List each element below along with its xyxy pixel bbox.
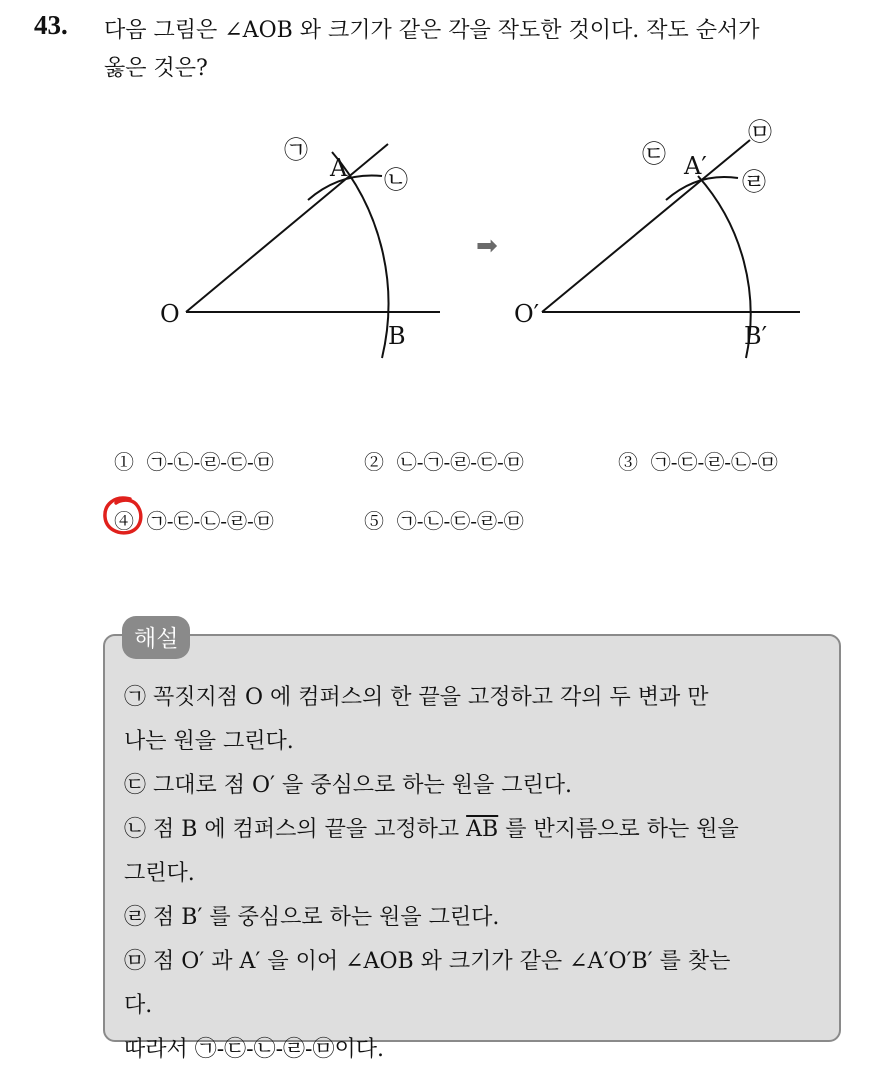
segment-ab: $\overline{AB}$ (466, 817, 499, 842)
option-4-number: ④ (114, 509, 134, 533)
explanation-line-5: 그린다. (124, 861, 195, 886)
explanation-line-4 (124, 808, 824, 852)
question-line-1: 다음 그림은 ∠AOB 와 크기가 같은 각을 작도한 것이다. 작도 순서가 (104, 18, 760, 43)
option-1-text: ㉠-㉡-㉣-㉢-㉤ (146, 450, 274, 474)
option-2[interactable] (364, 446, 524, 475)
label-b: B (388, 322, 406, 350)
question-line-2: 옳은 것은? (104, 56, 208, 81)
label-step-e: ㉤ (748, 118, 772, 146)
question-text (104, 12, 864, 88)
explanation-line-4b: 를 반지름으로 하는 원을 (498, 817, 739, 842)
label-step-b: ㉡ (384, 166, 408, 194)
right-arc-large (698, 176, 751, 358)
label-a-prime: A′ (684, 152, 707, 180)
label-b-prime: B′ (744, 322, 768, 350)
option-2-text: ㉡-㉠-㉣-㉢-㉤ (396, 450, 524, 474)
option-3-number: ③ (618, 450, 638, 474)
label-o: O (160, 300, 180, 328)
question-number: 43. (34, 10, 68, 40)
left-ray-oa (186, 144, 388, 312)
option-5[interactable] (364, 505, 524, 534)
option-1[interactable] (114, 446, 274, 475)
label-a: A (330, 154, 348, 182)
explanation-line-1: ㉠ 꼭짓지점 O 에 컴퍼스의 한 끝을 고정하고 각의 두 변과 만 (124, 685, 709, 710)
explanation-line-2: 나는 원을 그린다. (124, 729, 294, 754)
right-arc-small (666, 177, 738, 200)
explanation-line-9: 따라서 ㉠-㉢-㉡-㉣-㉤이다. (124, 1037, 384, 1062)
explanation-line-8: 다. (124, 993, 153, 1018)
option-4-text: ㉠-㉢-㉡-㉣-㉤ (146, 509, 274, 533)
option-5-text: ㉠-㉡-㉢-㉣-㉤ (396, 509, 524, 533)
explanation-line-4a: ㉡ 점 B 에 컴퍼스의 끝을 고정하고 (124, 817, 467, 842)
label-o-prime: O′ (514, 300, 540, 328)
explanation-line-6: ㉣ 점 B′ 를 중심으로 하는 원을 그린다. (124, 905, 500, 930)
option-5-number: ⑤ (364, 509, 384, 533)
explanation-line-3: ㉢ 그대로 점 O′ 을 중심으로 하는 원을 그린다. (124, 773, 573, 798)
label-step-a: ㉠ (284, 136, 308, 164)
option-1-number: ① (114, 450, 134, 474)
arrow-icon: ➡ (476, 231, 498, 261)
explanation-title: 해설 (122, 616, 190, 659)
label-step-d: ㉣ (742, 168, 766, 196)
option-3[interactable] (618, 446, 778, 475)
option-2-number: ② (364, 450, 384, 474)
label-step-c: ㉢ (642, 140, 666, 168)
explanation-line-7: ㉤ 점 O′ 과 A′ 을 이어 ∠AOB 와 크기가 같은 ∠A′O′B′ 를 찾는 (124, 949, 731, 974)
explanation-text (124, 676, 824, 1072)
construction-figure (150, 108, 820, 368)
option-3-text: ㉠-㉢-㉣-㉡-㉤ (650, 450, 778, 474)
answer-circle-mark (100, 493, 150, 539)
